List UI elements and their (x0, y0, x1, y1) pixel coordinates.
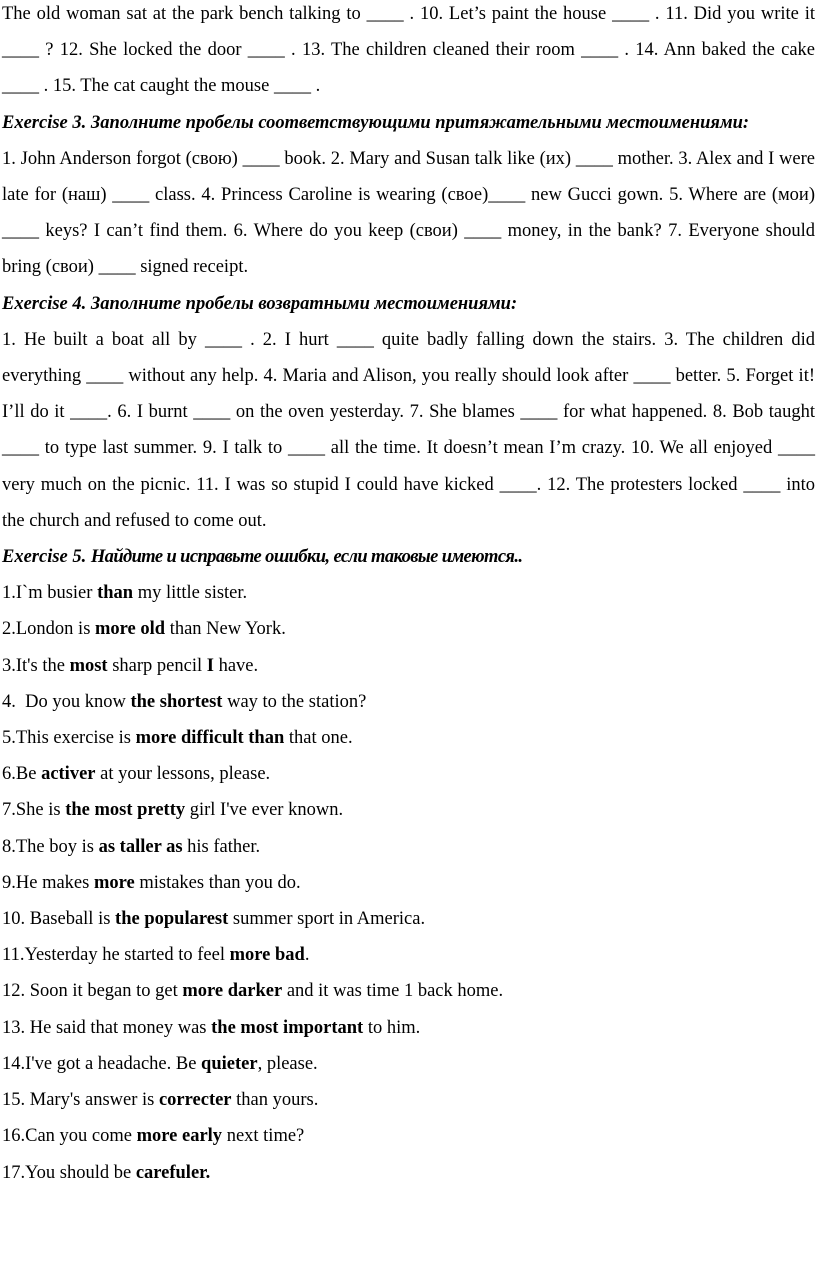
highlighted-phrase: most (69, 655, 108, 676)
list-item (2, 829, 815, 865)
list-item (2, 684, 815, 720)
item-number: 13. (2, 1017, 26, 1038)
exercise5-list (2, 575, 815, 1190)
item-text: . (304, 945, 310, 966)
item-number: 12. (2, 981, 26, 1002)
item-text: sharp pencil (107, 655, 207, 676)
highlighted-phrase: more old (95, 619, 166, 640)
item-number: 14. (2, 1053, 26, 1074)
item-text: Be (15, 764, 42, 785)
item-text: and it was time 1 back home. (282, 981, 504, 1002)
item-text: than New York. (165, 619, 286, 640)
item-text: She is (15, 800, 66, 821)
item-number: 11. (2, 945, 25, 966)
item-text: way to the station? (222, 691, 367, 712)
item-text: girl I've ever known. (185, 800, 344, 821)
highlighted-phrase: correcter (158, 1090, 232, 1111)
highlighted-phrase: activer (41, 764, 96, 785)
item-text: , please. (257, 1053, 318, 1074)
item-text: Mary's answer is (25, 1090, 159, 1111)
item-text: than yours. (231, 1090, 319, 1111)
item-number: 6. (2, 764, 16, 785)
exercise2-continuation: The old woman sat at the park bench talking to ____ . 10. Let’s paint the house ____ . 11. Did you write it ____ ? 12. She locked the door ____ . 13. The children cleaned their room ____ . 14. Ann baked the cake ____ . 15. The cat caught the mouse ____ . (2, 4, 815, 97)
list-item (2, 937, 815, 973)
list-item (2, 1155, 815, 1191)
list-item (2, 973, 815, 1009)
highlighted-phrase: more difficult than (135, 728, 285, 749)
list-item (2, 611, 815, 647)
item-number: 17. (2, 1162, 26, 1183)
item-text: He makes (15, 872, 94, 893)
item-text: You should be (25, 1162, 136, 1183)
item-text: Do you know (15, 691, 131, 712)
item-number: 3. (2, 655, 16, 676)
list-item (2, 901, 815, 937)
item-text: Can you come (25, 1126, 137, 1147)
item-text: at your lessons, please. (95, 764, 271, 785)
item-text: summer sport in America. (228, 909, 426, 930)
highlighted-phrase: than (97, 583, 134, 604)
list-item (2, 1082, 815, 1118)
item-number: 7. (2, 800, 16, 821)
list-item (2, 1010, 815, 1046)
highlighted-phrase: the most pretty (65, 800, 186, 821)
list-item (2, 756, 815, 792)
exercise4-body: 1. He built a boat all by ____ . 2. I hurt ____ quite badly falling down the stairs. 3. The children did everything ____ without any help. 4. Maria and Alison, you really should look after ____ better. 5. Forget it! I’ll do it ____. 6. I burnt ____ on the oven yesterday. 7. She blames ____ for what happened. 8. Bob taught ____ to type last summer. 9. I talk to ____ all the time. It doesn’t mean I’m crazy. 10. We all enjoyed ____ very much on the picnic. 11. I was so stupid I could have kicked ____. 12. The protesters locked ____ into the church and refused to come out. (2, 329, 815, 531)
highlighted-phrase: more (93, 872, 135, 893)
item-number: 9. (2, 872, 16, 893)
highlighted-phrase: as taller as (98, 836, 183, 857)
item-number: 10. (2, 909, 26, 930)
item-number: 16. (2, 1126, 26, 1147)
highlighted-phrase: I (206, 655, 214, 676)
exercise5-label: Exercise 5. (2, 547, 87, 568)
item-text: The boy is (15, 836, 99, 857)
exercise4-header: Exercise 4. Заполните пробелы возвратными местоимениями: (2, 293, 518, 314)
exercise5-header (2, 539, 815, 575)
item-number: 5. (2, 728, 16, 749)
list-item (2, 1046, 815, 1082)
item-text: that one. (284, 728, 353, 749)
item-text: to him. (363, 1017, 421, 1038)
item-text: next time? (222, 1126, 305, 1147)
item-text: Soon it began to get (25, 981, 183, 1002)
item-text: Baseball is (25, 909, 116, 930)
item-text: my little sister. (133, 583, 248, 604)
item-number: 8. (2, 836, 16, 857)
highlighted-phrase: more darker (182, 981, 283, 1002)
item-text: his father. (182, 836, 261, 857)
list-item (2, 720, 815, 756)
item-number: 15. (2, 1090, 26, 1111)
item-text: mistakes than you do. (134, 872, 301, 893)
item-text: Yesterday he started to feel (24, 945, 230, 966)
item-text: This exercise is (15, 728, 136, 749)
highlighted-phrase: more early (136, 1126, 223, 1147)
highlighted-phrase: the most important (211, 1017, 364, 1038)
list-item (2, 648, 815, 684)
item-text: London is (15, 619, 96, 640)
item-text: have. (213, 655, 259, 676)
list-item (2, 865, 815, 901)
highlighted-phrase: the shortest (130, 691, 223, 712)
highlighted-phrase: carefuler. (135, 1162, 211, 1183)
item-text: He said that money was (25, 1017, 212, 1038)
item-text: I've got a headache. Be (25, 1053, 202, 1074)
exercise3-header: Exercise 3. Заполните пробелы соответствующими притяжательными местоимениями: (2, 112, 750, 133)
item-number: 1. (2, 583, 16, 604)
item-text: It's the (15, 655, 70, 676)
exercise3-body: 1. John Anderson forgot (свою) ____ book. 2. Mary and Susan talk like (их) ____ mother. 3. Alex and I were late for (наш) ____ class. 4. Princess Caroline is wearing (свое)____ new Gucci gown. 5. Where are (мои) ____ keys? I can’t find them. 6. Where do you keep (свои) ____ money, in the bank? 7. Everyone should bring (свои) ____ signed receipt. (2, 148, 815, 278)
list-item (2, 1118, 815, 1154)
item-text: I`m busier (15, 583, 98, 604)
highlighted-phrase: more bad (229, 945, 305, 966)
exercise5-instruction: Найдите и исправьте ошибки, если таковые имеются.. (90, 547, 523, 568)
highlighted-phrase: quieter (201, 1053, 258, 1074)
highlighted-phrase: the popularest (115, 909, 229, 930)
list-item (2, 792, 815, 828)
item-number: 2. (2, 619, 16, 640)
item-number: 4. (2, 691, 16, 712)
list-item (2, 575, 815, 611)
